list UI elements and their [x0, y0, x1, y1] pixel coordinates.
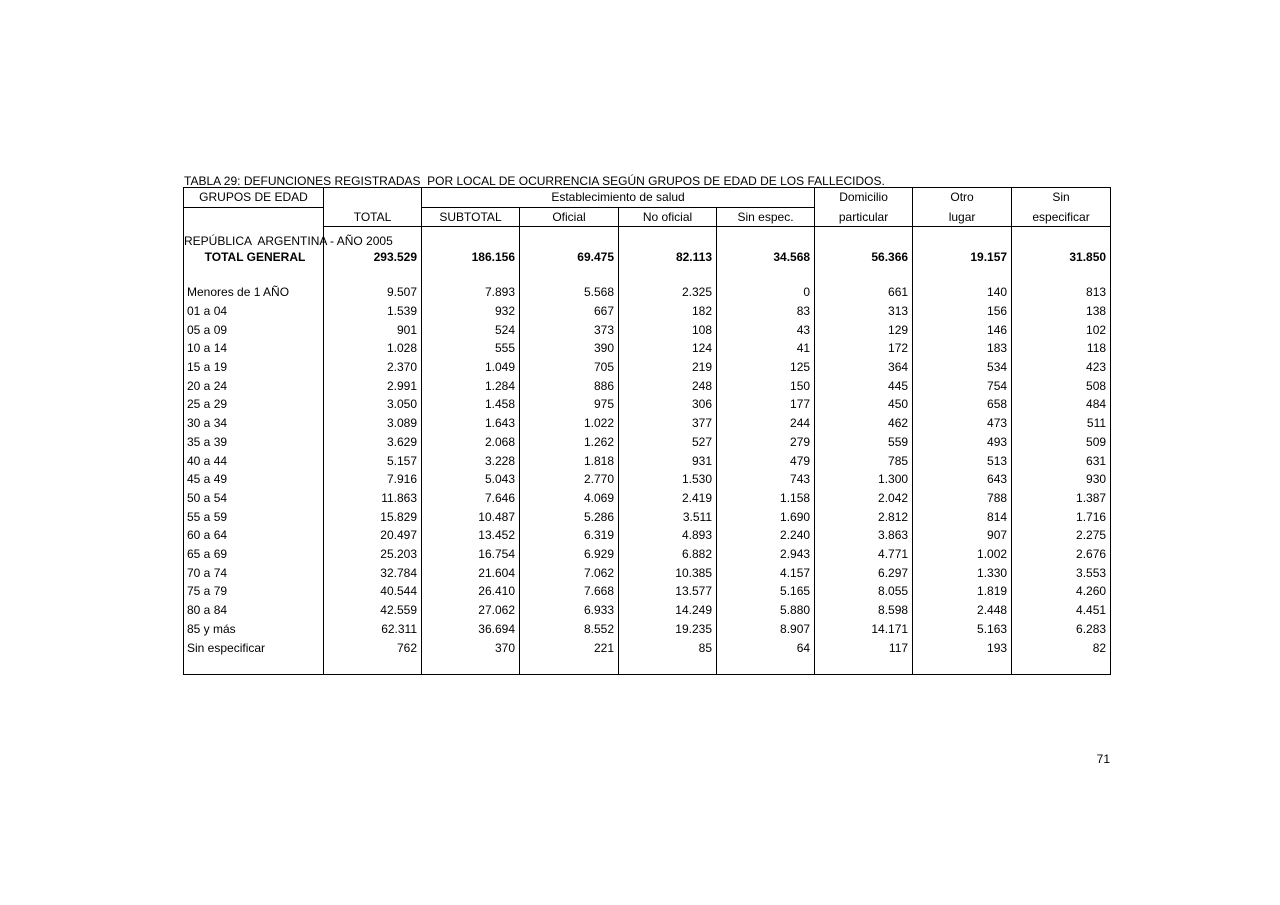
- cell-value: 4.893: [619, 526, 717, 545]
- cell-value: 559: [815, 433, 913, 452]
- spacer-row: [184, 266, 1111, 283]
- cell-value: [422, 657, 520, 674]
- row-label: 35 a 39: [184, 433, 324, 452]
- cell-value: 6.929: [520, 545, 619, 564]
- cell-value: 183: [913, 339, 1012, 358]
- table-body: [184, 227, 1111, 675]
- cell-value: 1.284: [422, 377, 520, 396]
- header-row-1: [184, 188, 1111, 208]
- cell-value: 140: [913, 283, 1012, 302]
- table-row: [184, 414, 1111, 433]
- cell-value: 1.690: [717, 508, 815, 527]
- cell-value: 27.062: [422, 601, 520, 620]
- row-label: 40 a 44: [184, 452, 324, 471]
- cell-value: 306: [619, 395, 717, 414]
- cell-value: 13.452: [422, 526, 520, 545]
- cell-value: 2.042: [815, 489, 913, 508]
- cell-value: 2.370: [324, 358, 422, 377]
- cell-value: 1.300: [815, 470, 913, 489]
- cell-value: 3.863: [815, 526, 913, 545]
- header-total-spacer: [324, 188, 422, 208]
- cell-value: 4.157: [717, 564, 815, 583]
- cell-value: 248: [619, 377, 717, 396]
- row-label: 01 a 04: [184, 302, 324, 321]
- header-grupos-de-edad: GRUPOS DE EDAD: [184, 188, 324, 208]
- cell-value: 85: [619, 639, 717, 658]
- cell-value: 2.991: [324, 377, 422, 396]
- table-row: [184, 545, 1111, 564]
- cell-value: 423: [1012, 358, 1111, 377]
- title-line-1: TABLA 29: DEFUNCIONES REGISTRADAS POR LOCAL DE OCURRENCIA SEGÚN GRUPOS DE EDAD DE LOS FALLECIDOS.: [184, 174, 885, 188]
- cell-value: 1.028: [324, 339, 422, 358]
- cell-value: 1.330: [913, 564, 1012, 583]
- cell-value: 2.676: [1012, 545, 1111, 564]
- row-label: 15 a 19: [184, 358, 324, 377]
- cell-value: 5.043: [422, 470, 520, 489]
- header-row-2: [184, 208, 1111, 227]
- cell-value: 62.311: [324, 620, 422, 639]
- cell-value: [717, 227, 815, 248]
- cell-value: [619, 657, 717, 674]
- table-row: [184, 339, 1111, 358]
- cell-value: 19.157: [913, 248, 1012, 267]
- cell-value: 1.716: [1012, 508, 1111, 527]
- cell-value: 8.598: [815, 601, 913, 620]
- table-row: [184, 508, 1111, 527]
- cell-value: 1.530: [619, 470, 717, 489]
- cell-value: [815, 266, 913, 283]
- cell-value: 508: [1012, 377, 1111, 396]
- table-row: [184, 470, 1111, 489]
- cell-value: 221: [520, 639, 619, 658]
- header-sin-line2: especificar: [1012, 208, 1111, 227]
- cell-value: 8.055: [815, 582, 913, 601]
- cell-value: [324, 657, 422, 674]
- cell-value: 102: [1012, 321, 1111, 340]
- cell-value: 5.568: [520, 283, 619, 302]
- cell-value: 2.943: [717, 545, 815, 564]
- cell-value: 450: [815, 395, 913, 414]
- table-row: [184, 433, 1111, 452]
- header-establecimiento-de-salud: Establecimiento de salud: [422, 188, 815, 208]
- header-grupos-spacer: [184, 208, 324, 227]
- spacer-row: [184, 227, 1111, 248]
- table-row: [184, 377, 1111, 396]
- cell-value: [717, 657, 815, 674]
- cell-value: 146: [913, 321, 1012, 340]
- spacer-row: [184, 657, 1111, 674]
- table-row: [184, 395, 1111, 414]
- row-label: 45 a 49: [184, 470, 324, 489]
- cell-value: 814: [913, 508, 1012, 527]
- cell-value: 1.819: [913, 582, 1012, 601]
- row-label: TOTAL GENERAL: [184, 248, 324, 267]
- cell-value: 14.171: [815, 620, 913, 639]
- cell-value: 3.553: [1012, 564, 1111, 583]
- row-label: 55 a 59: [184, 508, 324, 527]
- row-label: 25 a 29: [184, 395, 324, 414]
- cell-value: [619, 266, 717, 283]
- cell-value: 462: [815, 414, 913, 433]
- cell-value: 509: [1012, 433, 1111, 452]
- cell-value: 20.497: [324, 526, 422, 545]
- table-row: [184, 639, 1111, 658]
- cell-value: 390: [520, 339, 619, 358]
- cell-value: 6.283: [1012, 620, 1111, 639]
- cell-value: 788: [913, 489, 1012, 508]
- cell-value: 445: [815, 377, 913, 396]
- cell-value: 313: [815, 302, 913, 321]
- cell-value: 32.784: [324, 564, 422, 583]
- cell-value: 932: [422, 302, 520, 321]
- cell-value: 907: [913, 526, 1012, 545]
- cell-value: 177: [717, 395, 815, 414]
- cell-value: 364: [815, 358, 913, 377]
- cell-value: [815, 227, 913, 248]
- cell-value: 3.629: [324, 433, 422, 452]
- cell-value: [520, 227, 619, 248]
- cell-value: [520, 266, 619, 283]
- header-sin-espec: Sin espec.: [717, 208, 815, 227]
- cell-value: 15.829: [324, 508, 422, 527]
- cell-value: 108: [619, 321, 717, 340]
- title-line-2: REPÚBLICA ARGENTINA - AÑO 2005: [184, 234, 393, 248]
- row-label: 50 a 54: [184, 489, 324, 508]
- cell-value: 43: [717, 321, 815, 340]
- cell-value: 42.559: [324, 601, 422, 620]
- cell-value: 631: [1012, 452, 1111, 471]
- cell-value: 370: [422, 639, 520, 658]
- page-number: 71: [1096, 752, 1110, 766]
- header-domicilio-line1: Domicilio: [815, 188, 913, 208]
- cell-value: [1012, 227, 1111, 248]
- table-row: [184, 620, 1111, 639]
- cell-value: 5.880: [717, 601, 815, 620]
- cell-value: 138: [1012, 302, 1111, 321]
- row-label: 65 a 69: [184, 545, 324, 564]
- cell-value: 2.325: [619, 283, 717, 302]
- table-container: [183, 187, 1111, 675]
- table-row: [184, 283, 1111, 302]
- cell-value: 56.366: [815, 248, 913, 267]
- cell-value: 5.157: [324, 452, 422, 471]
- total-row: [184, 248, 1111, 267]
- cell-value: 193: [913, 639, 1012, 658]
- cell-value: 1.022: [520, 414, 619, 433]
- cell-value: 1.049: [422, 358, 520, 377]
- cell-value: 2.275: [1012, 526, 1111, 545]
- row-label: 10 a 14: [184, 339, 324, 358]
- cell-value: 5.165: [717, 582, 815, 601]
- cell-value: 172: [815, 339, 913, 358]
- cell-value: 117: [815, 639, 913, 658]
- cell-value: 2.240: [717, 526, 815, 545]
- table-row: [184, 601, 1111, 620]
- cell-value: 484: [1012, 395, 1111, 414]
- cell-value: 7.916: [324, 470, 422, 489]
- cell-value: 31.850: [1012, 248, 1111, 267]
- header-oficial: Oficial: [520, 208, 619, 227]
- header-sin-line1: Sin: [1012, 188, 1111, 208]
- cell-value: 1.818: [520, 452, 619, 471]
- cell-value: 511: [1012, 414, 1111, 433]
- cell-value: 244: [717, 414, 815, 433]
- header-subtotal: SUBTOTAL: [422, 208, 520, 227]
- cell-value: 0: [717, 283, 815, 302]
- cell-value: 125: [717, 358, 815, 377]
- table-row: [184, 321, 1111, 340]
- cell-value: 1.458: [422, 395, 520, 414]
- cell-value: 10.385: [619, 564, 717, 583]
- cell-value: 901: [324, 321, 422, 340]
- cell-value: 10.487: [422, 508, 520, 527]
- cell-value: 16.754: [422, 545, 520, 564]
- header-otro-line2: lugar: [913, 208, 1012, 227]
- cell-value: 743: [717, 470, 815, 489]
- row-label: [184, 266, 324, 283]
- cell-value: 5.286: [520, 508, 619, 527]
- cell-value: 4.069: [520, 489, 619, 508]
- data-table: [183, 187, 1111, 675]
- cell-value: 658: [913, 395, 1012, 414]
- cell-value: 129: [815, 321, 913, 340]
- cell-value: 118: [1012, 339, 1111, 358]
- cell-value: 705: [520, 358, 619, 377]
- cell-value: 41: [717, 339, 815, 358]
- cell-value: 4.260: [1012, 582, 1111, 601]
- table-row: [184, 489, 1111, 508]
- table-row: [184, 564, 1111, 583]
- cell-value: 1.002: [913, 545, 1012, 564]
- cell-value: 373: [520, 321, 619, 340]
- row-label: 75 a 79: [184, 582, 324, 601]
- cell-value: 1.262: [520, 433, 619, 452]
- cell-value: 150: [717, 377, 815, 396]
- cell-value: 8.552: [520, 620, 619, 639]
- table-row: [184, 358, 1111, 377]
- cell-value: 1.539: [324, 302, 422, 321]
- table-row: [184, 452, 1111, 471]
- cell-value: 931: [619, 452, 717, 471]
- cell-value: 219: [619, 358, 717, 377]
- cell-value: 26.410: [422, 582, 520, 601]
- header-total: TOTAL: [324, 208, 422, 227]
- cell-value: 6.297: [815, 564, 913, 583]
- cell-value: 524: [422, 321, 520, 340]
- cell-value: [324, 227, 422, 248]
- cell-value: 3.511: [619, 508, 717, 527]
- cell-value: 14.249: [619, 601, 717, 620]
- cell-value: 8.907: [717, 620, 815, 639]
- row-label: Menores de 1 AÑO: [184, 283, 324, 302]
- cell-value: [1012, 657, 1111, 674]
- cell-value: 293.529: [324, 248, 422, 267]
- header-domicilio-line2: particular: [815, 208, 913, 227]
- cell-value: [913, 227, 1012, 248]
- row-label: 20 a 24: [184, 377, 324, 396]
- cell-value: 1.387: [1012, 489, 1111, 508]
- row-label: 80 a 84: [184, 601, 324, 620]
- header-no-oficial: No oficial: [619, 208, 717, 227]
- cell-value: 11.863: [324, 489, 422, 508]
- cell-value: [324, 266, 422, 283]
- cell-value: [1012, 266, 1111, 283]
- row-label: [184, 657, 324, 674]
- cell-value: 82: [1012, 639, 1111, 658]
- cell-value: 6.319: [520, 526, 619, 545]
- cell-value: 813: [1012, 283, 1111, 302]
- cell-value: 7.893: [422, 283, 520, 302]
- cell-value: 762: [324, 639, 422, 658]
- cell-value: 975: [520, 395, 619, 414]
- cell-value: 930: [1012, 470, 1111, 489]
- cell-value: 2.419: [619, 489, 717, 508]
- cell-value: 1.643: [422, 414, 520, 433]
- cell-value: [913, 266, 1012, 283]
- cell-value: 2.770: [520, 470, 619, 489]
- cell-value: 13.577: [619, 582, 717, 601]
- row-label: 60 a 64: [184, 526, 324, 545]
- cell-value: 7.062: [520, 564, 619, 583]
- cell-value: [619, 227, 717, 248]
- table-row: [184, 302, 1111, 321]
- cell-value: [913, 657, 1012, 674]
- cell-value: [422, 227, 520, 248]
- cell-value: 6.882: [619, 545, 717, 564]
- cell-value: 40.544: [324, 582, 422, 601]
- header-otro-line1: Otro: [913, 188, 1012, 208]
- cell-value: 69.475: [520, 248, 619, 267]
- cell-value: 156: [913, 302, 1012, 321]
- cell-value: 2.812: [815, 508, 913, 527]
- cell-value: 5.163: [913, 620, 1012, 639]
- cell-value: 377: [619, 414, 717, 433]
- cell-value: 1.158: [717, 489, 815, 508]
- cell-value: 25.203: [324, 545, 422, 564]
- cell-value: 3.050: [324, 395, 422, 414]
- cell-value: 186.156: [422, 248, 520, 267]
- cell-value: 19.235: [619, 620, 717, 639]
- row-label: 85 y más: [184, 620, 324, 639]
- cell-value: 667: [520, 302, 619, 321]
- row-label: 05 a 09: [184, 321, 324, 340]
- cell-value: 493: [913, 433, 1012, 452]
- cell-value: 513: [913, 452, 1012, 471]
- cell-value: 7.646: [422, 489, 520, 508]
- row-label: Sin especificar: [184, 639, 324, 658]
- cell-value: 3.228: [422, 452, 520, 471]
- cell-value: 661: [815, 283, 913, 302]
- cell-value: 527: [619, 433, 717, 452]
- cell-value: 473: [913, 414, 1012, 433]
- table-row: [184, 526, 1111, 545]
- cell-value: 6.933: [520, 601, 619, 620]
- cell-value: 64: [717, 639, 815, 658]
- cell-value: 83: [717, 302, 815, 321]
- table-row: [184, 582, 1111, 601]
- cell-value: 7.668: [520, 582, 619, 601]
- cell-value: [520, 657, 619, 674]
- row-label: [184, 227, 324, 248]
- cell-value: [815, 657, 913, 674]
- cell-value: [717, 266, 815, 283]
- row-label: 30 a 34: [184, 414, 324, 433]
- cell-value: 21.604: [422, 564, 520, 583]
- cell-value: 785: [815, 452, 913, 471]
- cell-value: 534: [913, 358, 1012, 377]
- cell-value: 643: [913, 470, 1012, 489]
- cell-value: 2.448: [913, 601, 1012, 620]
- cell-value: 886: [520, 377, 619, 396]
- cell-value: 4.771: [815, 545, 913, 564]
- cell-value: 82.113: [619, 248, 717, 267]
- cell-value: 124: [619, 339, 717, 358]
- cell-value: 479: [717, 452, 815, 471]
- cell-value: 754: [913, 377, 1012, 396]
- cell-value: 34.568: [717, 248, 815, 267]
- cell-value: 3.089: [324, 414, 422, 433]
- cell-value: 555: [422, 339, 520, 358]
- cell-value: 9.507: [324, 283, 422, 302]
- cell-value: [422, 266, 520, 283]
- cell-value: 182: [619, 302, 717, 321]
- cell-value: 279: [717, 433, 815, 452]
- cell-value: 36.694: [422, 620, 520, 639]
- cell-value: 2.068: [422, 433, 520, 452]
- cell-value: 4.451: [1012, 601, 1111, 620]
- row-label: 70 a 74: [184, 564, 324, 583]
